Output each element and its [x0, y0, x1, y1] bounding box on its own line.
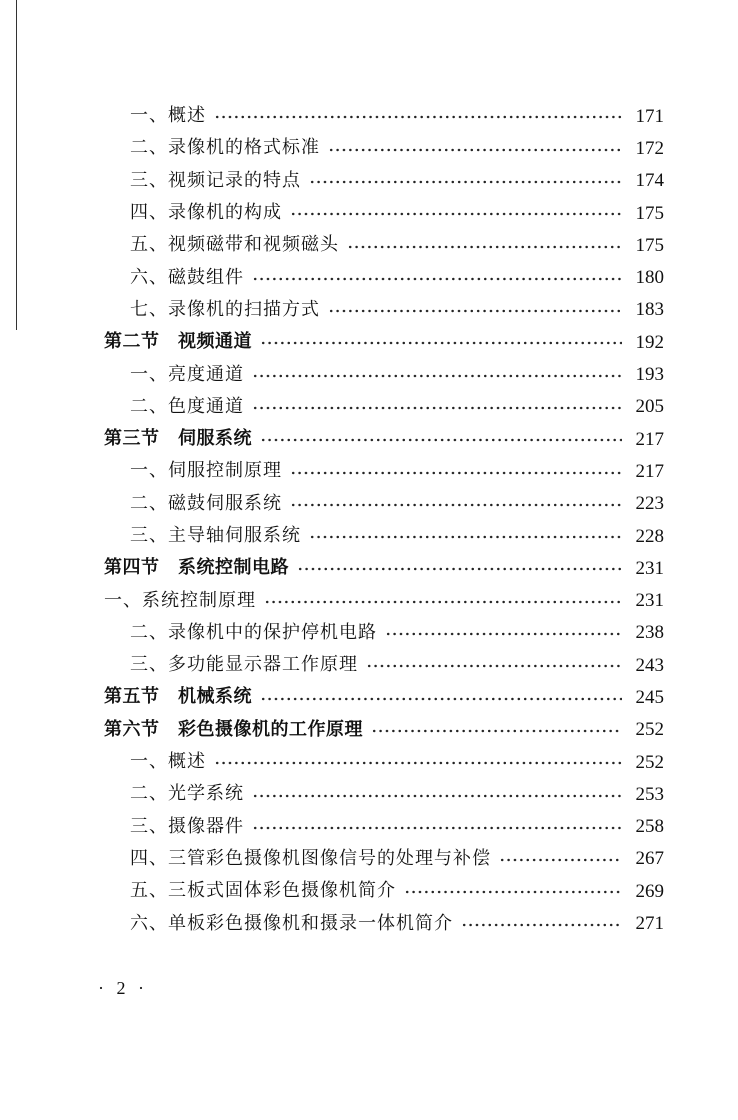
toc-entry-title: 第三节 伺服系统	[104, 428, 252, 450]
toc-entry-title: 六、磁鼓组件	[130, 266, 244, 288]
dot-leader	[260, 688, 622, 706]
dot-leader	[252, 818, 622, 836]
toc-page-number: 205	[635, 396, 664, 418]
toc-page-number: 267	[635, 848, 664, 870]
dot-leader	[290, 204, 622, 222]
dot-leader	[499, 850, 622, 868]
toc-page-number: 175	[635, 202, 664, 224]
toc-entry-title: 第六节 彩色摄像机的工作原理	[104, 718, 363, 740]
binding-edge-line	[16, 0, 17, 330]
toc-page-number: 183	[635, 299, 664, 321]
toc-page-number: 175	[635, 234, 664, 256]
dot-leader	[252, 785, 622, 803]
toc-entry-title: 四、录像机的构成	[130, 202, 282, 224]
toc-page-number: 192	[635, 331, 664, 353]
toc-entry-title: 五、三板式固体彩色摄像机简介	[130, 880, 396, 902]
dot-leader	[404, 882, 622, 900]
dot-leader	[252, 269, 622, 287]
toc-entry-title: 一、概述	[130, 751, 206, 773]
toc-entry-title: 五、视频磁带和视频磁头	[130, 234, 339, 256]
dot-leader	[290, 462, 622, 480]
dot-leader	[328, 139, 622, 157]
dot-leader	[252, 398, 622, 416]
dot-leader	[214, 753, 622, 771]
toc-entry-row	[104, 165, 664, 197]
toc-entry-row	[104, 778, 664, 810]
toc-entry-title: 七、录像机的扫描方式	[130, 298, 320, 320]
toc-page-number: 271	[635, 913, 664, 935]
dot-leader	[297, 559, 622, 577]
toc-entry-row	[104, 617, 664, 649]
toc-section-row	[104, 681, 664, 713]
toc-entry-title: 一、亮度通道	[130, 363, 244, 385]
toc-entry-title: 二、光学系统	[130, 783, 244, 805]
toc-entry-row	[104, 649, 664, 681]
toc-entry-row	[104, 455, 664, 487]
toc-entry-row	[104, 584, 664, 616]
toc-entry-title: 二、录像机中的保护停机电路	[130, 621, 377, 643]
toc-entry-row	[104, 132, 664, 164]
toc-entry-title: 三、摄像器件	[130, 815, 244, 837]
toc-entry-row	[104, 488, 664, 520]
toc-page-number: 171	[635, 105, 664, 127]
dot-leader	[461, 915, 622, 933]
toc-entry-row	[104, 746, 664, 778]
toc-entry-row	[104, 875, 664, 907]
toc-entry-title: 二、磁鼓伺服系统	[130, 492, 282, 514]
toc-entry-title: 二、录像机的格式标准	[130, 137, 320, 159]
dot-leader	[309, 172, 622, 190]
toc-entry-row	[104, 391, 664, 423]
toc-entry-title: 二、色度通道	[130, 395, 244, 417]
page-number-footer: · 2 ·	[98, 978, 148, 998]
toc-page-number: 231	[635, 590, 664, 612]
toc-entry-row	[104, 261, 664, 293]
toc-page-number: 223	[635, 493, 664, 515]
toc-page-number: 258	[635, 816, 664, 838]
toc-entry-row	[104, 100, 664, 132]
dot-leader	[371, 721, 622, 739]
toc-page-number: 252	[635, 751, 664, 773]
dot-leader	[290, 495, 622, 513]
toc-page-number: 193	[635, 364, 664, 386]
toc-page-number: 180	[635, 267, 664, 289]
toc-entry-title: 三、主导轴伺服系统	[130, 525, 301, 546]
toc-page-number: 228	[635, 525, 664, 547]
dot-leader	[366, 656, 622, 674]
toc-page-number: 269	[635, 880, 664, 902]
dot-leader	[260, 333, 622, 351]
toc-page-number: 238	[635, 622, 664, 644]
toc-page-number: 217	[635, 428, 664, 450]
toc-page-number: 252	[635, 719, 664, 741]
toc-page-number: 245	[635, 686, 664, 708]
toc-section-row	[104, 552, 664, 584]
toc-entry-title: 三、视频记录的特点	[130, 169, 301, 191]
dot-leader	[264, 592, 622, 610]
dot-leader	[347, 236, 622, 254]
dot-leader	[328, 301, 622, 319]
toc-entry-row	[104, 358, 664, 390]
toc-page-number: 253	[635, 783, 664, 805]
dot-leader	[260, 430, 622, 448]
toc-page-number: 243	[635, 654, 664, 676]
dot-leader	[385, 624, 622, 642]
dot-leader	[309, 527, 622, 545]
toc-entry-title: 一、概述	[130, 105, 206, 127]
toc-entry-row	[104, 520, 664, 552]
toc-entry-title: 一、系统控制原理	[104, 589, 256, 611]
toc-entry-row	[104, 294, 664, 326]
toc-entry-row	[104, 811, 664, 843]
toc-entry-title: 一、伺服控制原理	[130, 460, 282, 482]
toc-page-number: 217	[635, 460, 664, 482]
dot-leader	[214, 107, 622, 125]
toc-page-number: 172	[635, 137, 664, 159]
toc-entry-title: 六、单板彩色摄像机和摄录一体机简介	[130, 912, 453, 934]
toc-entry-title: 第五节 机械系统	[104, 686, 252, 708]
toc-section-row	[104, 423, 664, 455]
toc-section-row	[104, 714, 664, 746]
toc-page-number: 231	[635, 557, 664, 579]
toc-entry-row	[104, 907, 664, 939]
toc-section-row	[104, 326, 664, 358]
toc-entry-row	[104, 229, 664, 261]
table-of-contents	[104, 100, 664, 940]
dot-leader	[252, 366, 622, 384]
toc-page-number: 174	[635, 170, 664, 192]
toc-entry-title: 三、多功能显示器工作原理	[130, 654, 358, 676]
toc-entry-row	[104, 843, 664, 875]
toc-entry-row	[104, 197, 664, 229]
toc-entry-title: 第四节 系统控制电路	[104, 557, 289, 579]
toc-entry-title: 四、三管彩色摄像机图像信号的处理与补偿	[130, 847, 491, 869]
toc-entry-title: 第二节 视频通道	[104, 331, 252, 353]
